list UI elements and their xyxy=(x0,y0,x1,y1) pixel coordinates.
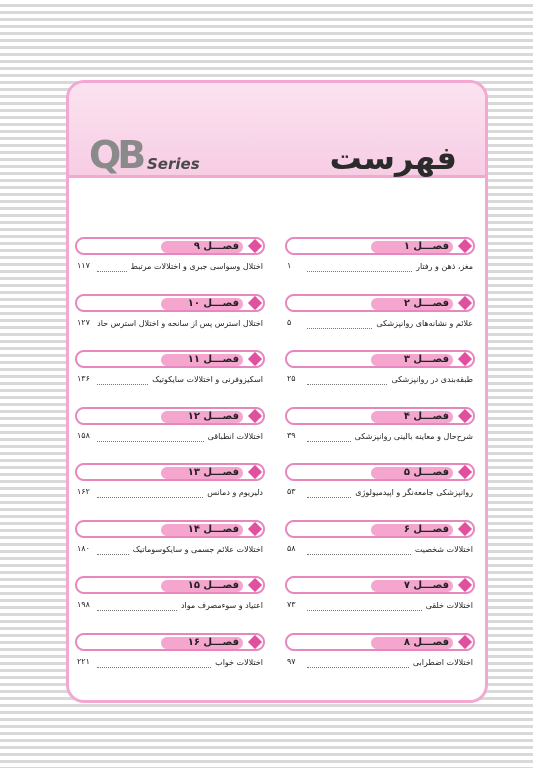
page-number: ۱ xyxy=(287,261,292,270)
entry-title: مغز، ذهن و رفتار xyxy=(416,262,473,271)
page-number: ۱۶۲ xyxy=(77,487,90,496)
page-number: ۱۲۷ xyxy=(77,317,90,327)
entry-title: اختلالات علائم جسمی و سایکوسوماتیک xyxy=(132,544,263,554)
dot-leader xyxy=(307,657,409,668)
chapter-label: فصـــل ۱۵ xyxy=(187,580,239,591)
toc-entry[interactable] xyxy=(285,350,477,396)
toc-entry[interactable] xyxy=(75,294,267,340)
page-number: ۷۳ xyxy=(287,600,296,609)
dot-leader xyxy=(97,657,211,668)
diamond-icon xyxy=(458,465,472,479)
toc-entry[interactable] xyxy=(75,520,267,566)
chapter-pill xyxy=(75,237,265,255)
diamond-icon xyxy=(458,408,472,422)
dot-leader xyxy=(307,261,412,272)
diamond-icon xyxy=(248,239,262,253)
chapter-label: فصـــل ۱۰ xyxy=(187,297,239,309)
toc-entry[interactable] xyxy=(75,463,267,509)
chapter-label: فصـــل ۷ xyxy=(403,580,449,591)
qb-logo: QB xyxy=(89,133,143,177)
toc-entry[interactable] xyxy=(285,407,477,453)
page-number: ۹۷ xyxy=(287,656,296,666)
chapter-pill xyxy=(285,463,475,481)
toc-entry[interactable] xyxy=(285,463,477,509)
entry-title: شرح‌حال و معاینه بالینی روانپزشکی xyxy=(354,431,473,441)
chapter-pill xyxy=(75,633,265,651)
diamond-icon xyxy=(248,634,262,648)
diamond-icon xyxy=(458,521,472,535)
chapter-pill xyxy=(285,237,475,255)
dot-leader xyxy=(97,374,148,385)
chapter-pill xyxy=(75,520,265,538)
chapter-label: فصـــل ۱۶ xyxy=(187,636,239,648)
entry-title: اختلال استرس پس از سانحه و اختلال استرس حاد xyxy=(97,318,263,328)
toc-entry[interactable] xyxy=(285,294,477,340)
entry-title: علائم و نشانه‌های روانپزشکی xyxy=(376,318,473,328)
diamond-icon xyxy=(458,634,472,648)
diamond-icon xyxy=(248,408,262,422)
chapter-pill xyxy=(285,350,475,368)
diamond-icon xyxy=(458,352,472,366)
entry-title: اختلالات خلقی xyxy=(425,601,473,610)
chapter-label: فصـــل ۲ xyxy=(403,297,449,309)
page-number: ۲۵ xyxy=(287,374,296,383)
toc-entry[interactable] xyxy=(75,350,267,396)
chapter-label: فصـــل ۸ xyxy=(403,636,449,648)
dot-leader xyxy=(307,374,387,385)
diamond-icon xyxy=(458,295,472,309)
toc-entry[interactable] xyxy=(285,237,477,283)
toc-entry[interactable] xyxy=(75,633,267,679)
diamond-icon xyxy=(248,465,262,479)
page-number: ۵۸ xyxy=(287,543,296,553)
page-number: ۱۱۷ xyxy=(77,261,90,270)
entry-title: اختلالات شخصیت xyxy=(414,544,473,554)
header-band xyxy=(69,83,485,178)
entry-title: اختلال وسواسی جبری و اختلالات مرتبط xyxy=(130,262,263,271)
entry-title: اختلالات انطباقی xyxy=(207,431,263,441)
dot-leader xyxy=(97,261,127,272)
chapter-pill xyxy=(75,407,265,425)
diamond-icon xyxy=(248,295,262,309)
chapter-pill xyxy=(75,294,265,312)
entry-title: دلیریوم و دمانس xyxy=(207,488,263,497)
page-number: ۱۵۸ xyxy=(77,430,90,440)
page-title: فهرست xyxy=(329,139,457,177)
chapter-label: فصـــل ۳ xyxy=(403,354,449,365)
page-number: ۵ xyxy=(287,317,292,327)
page-number: ۱۳۶ xyxy=(77,374,90,383)
toc-entry[interactable] xyxy=(75,576,267,622)
entry-title: روانپزشکی جامعه‌نگر و اپیدمیولوژی xyxy=(355,488,473,497)
dot-leader xyxy=(307,431,351,442)
dot-leader xyxy=(307,600,422,611)
chapter-label: فصـــل ۵ xyxy=(403,467,449,478)
dot-leader xyxy=(307,318,372,329)
page-number: ۱۹۸ xyxy=(77,600,90,609)
dot-leader xyxy=(307,544,411,555)
chapter-pill xyxy=(75,576,265,594)
toc-entry[interactable] xyxy=(285,633,477,679)
page-number: ۱۸۰ xyxy=(77,543,90,553)
entry-title: اختلالات خواب xyxy=(215,657,263,667)
chapter-pill xyxy=(285,294,475,312)
dot-leader xyxy=(307,487,351,498)
chapter-pill xyxy=(75,350,265,368)
diamond-icon xyxy=(248,352,262,366)
chapter-pill xyxy=(285,633,475,651)
chapter-label: فصـــل ۶ xyxy=(403,523,449,535)
dot-leader xyxy=(97,487,203,498)
diamond-icon xyxy=(458,578,472,592)
chapter-label: فصـــل ۱۱ xyxy=(187,354,239,365)
toc-entry[interactable] xyxy=(285,576,477,622)
entry-title: اختلالات اضطرابی xyxy=(412,657,473,667)
toc-card xyxy=(66,80,488,703)
series-logo: Series xyxy=(147,155,200,173)
dot-leader xyxy=(97,431,204,442)
chapter-pill xyxy=(285,520,475,538)
toc-entry[interactable] xyxy=(285,520,477,566)
chapter-label: فصـــل ۱ xyxy=(403,241,449,252)
chapter-label: فصـــل ۹ xyxy=(193,241,239,252)
chapter-pill xyxy=(75,463,265,481)
diamond-icon xyxy=(248,578,262,592)
chapter-pill xyxy=(285,407,475,425)
dot-leader xyxy=(97,600,177,611)
toc-entry[interactable] xyxy=(75,407,267,453)
page-number: ۲۲۱ xyxy=(77,656,90,666)
chapter-label: فصـــل ۴ xyxy=(403,410,449,422)
entry-title: اعتیاد و سوءمصرف مواد xyxy=(180,601,263,610)
diamond-icon xyxy=(248,521,262,535)
page-number: ۵۳ xyxy=(287,487,296,496)
diamond-icon xyxy=(458,239,472,253)
chapter-pill xyxy=(285,576,475,594)
chapter-label: فصـــل ۱۲ xyxy=(187,410,239,422)
chapter-label: فصـــل ۱۳ xyxy=(187,467,239,478)
entry-title: اسکیزوفرنی و اختلالات سایکوتیک xyxy=(152,375,263,384)
chapter-label: فصـــل ۱۴ xyxy=(187,523,239,535)
toc-entry[interactable] xyxy=(75,237,267,283)
entry-title: طبقه‌بندی در روانپزشکی xyxy=(391,375,473,384)
page-number: ۳۹ xyxy=(287,430,296,440)
dot-leader xyxy=(97,544,129,555)
